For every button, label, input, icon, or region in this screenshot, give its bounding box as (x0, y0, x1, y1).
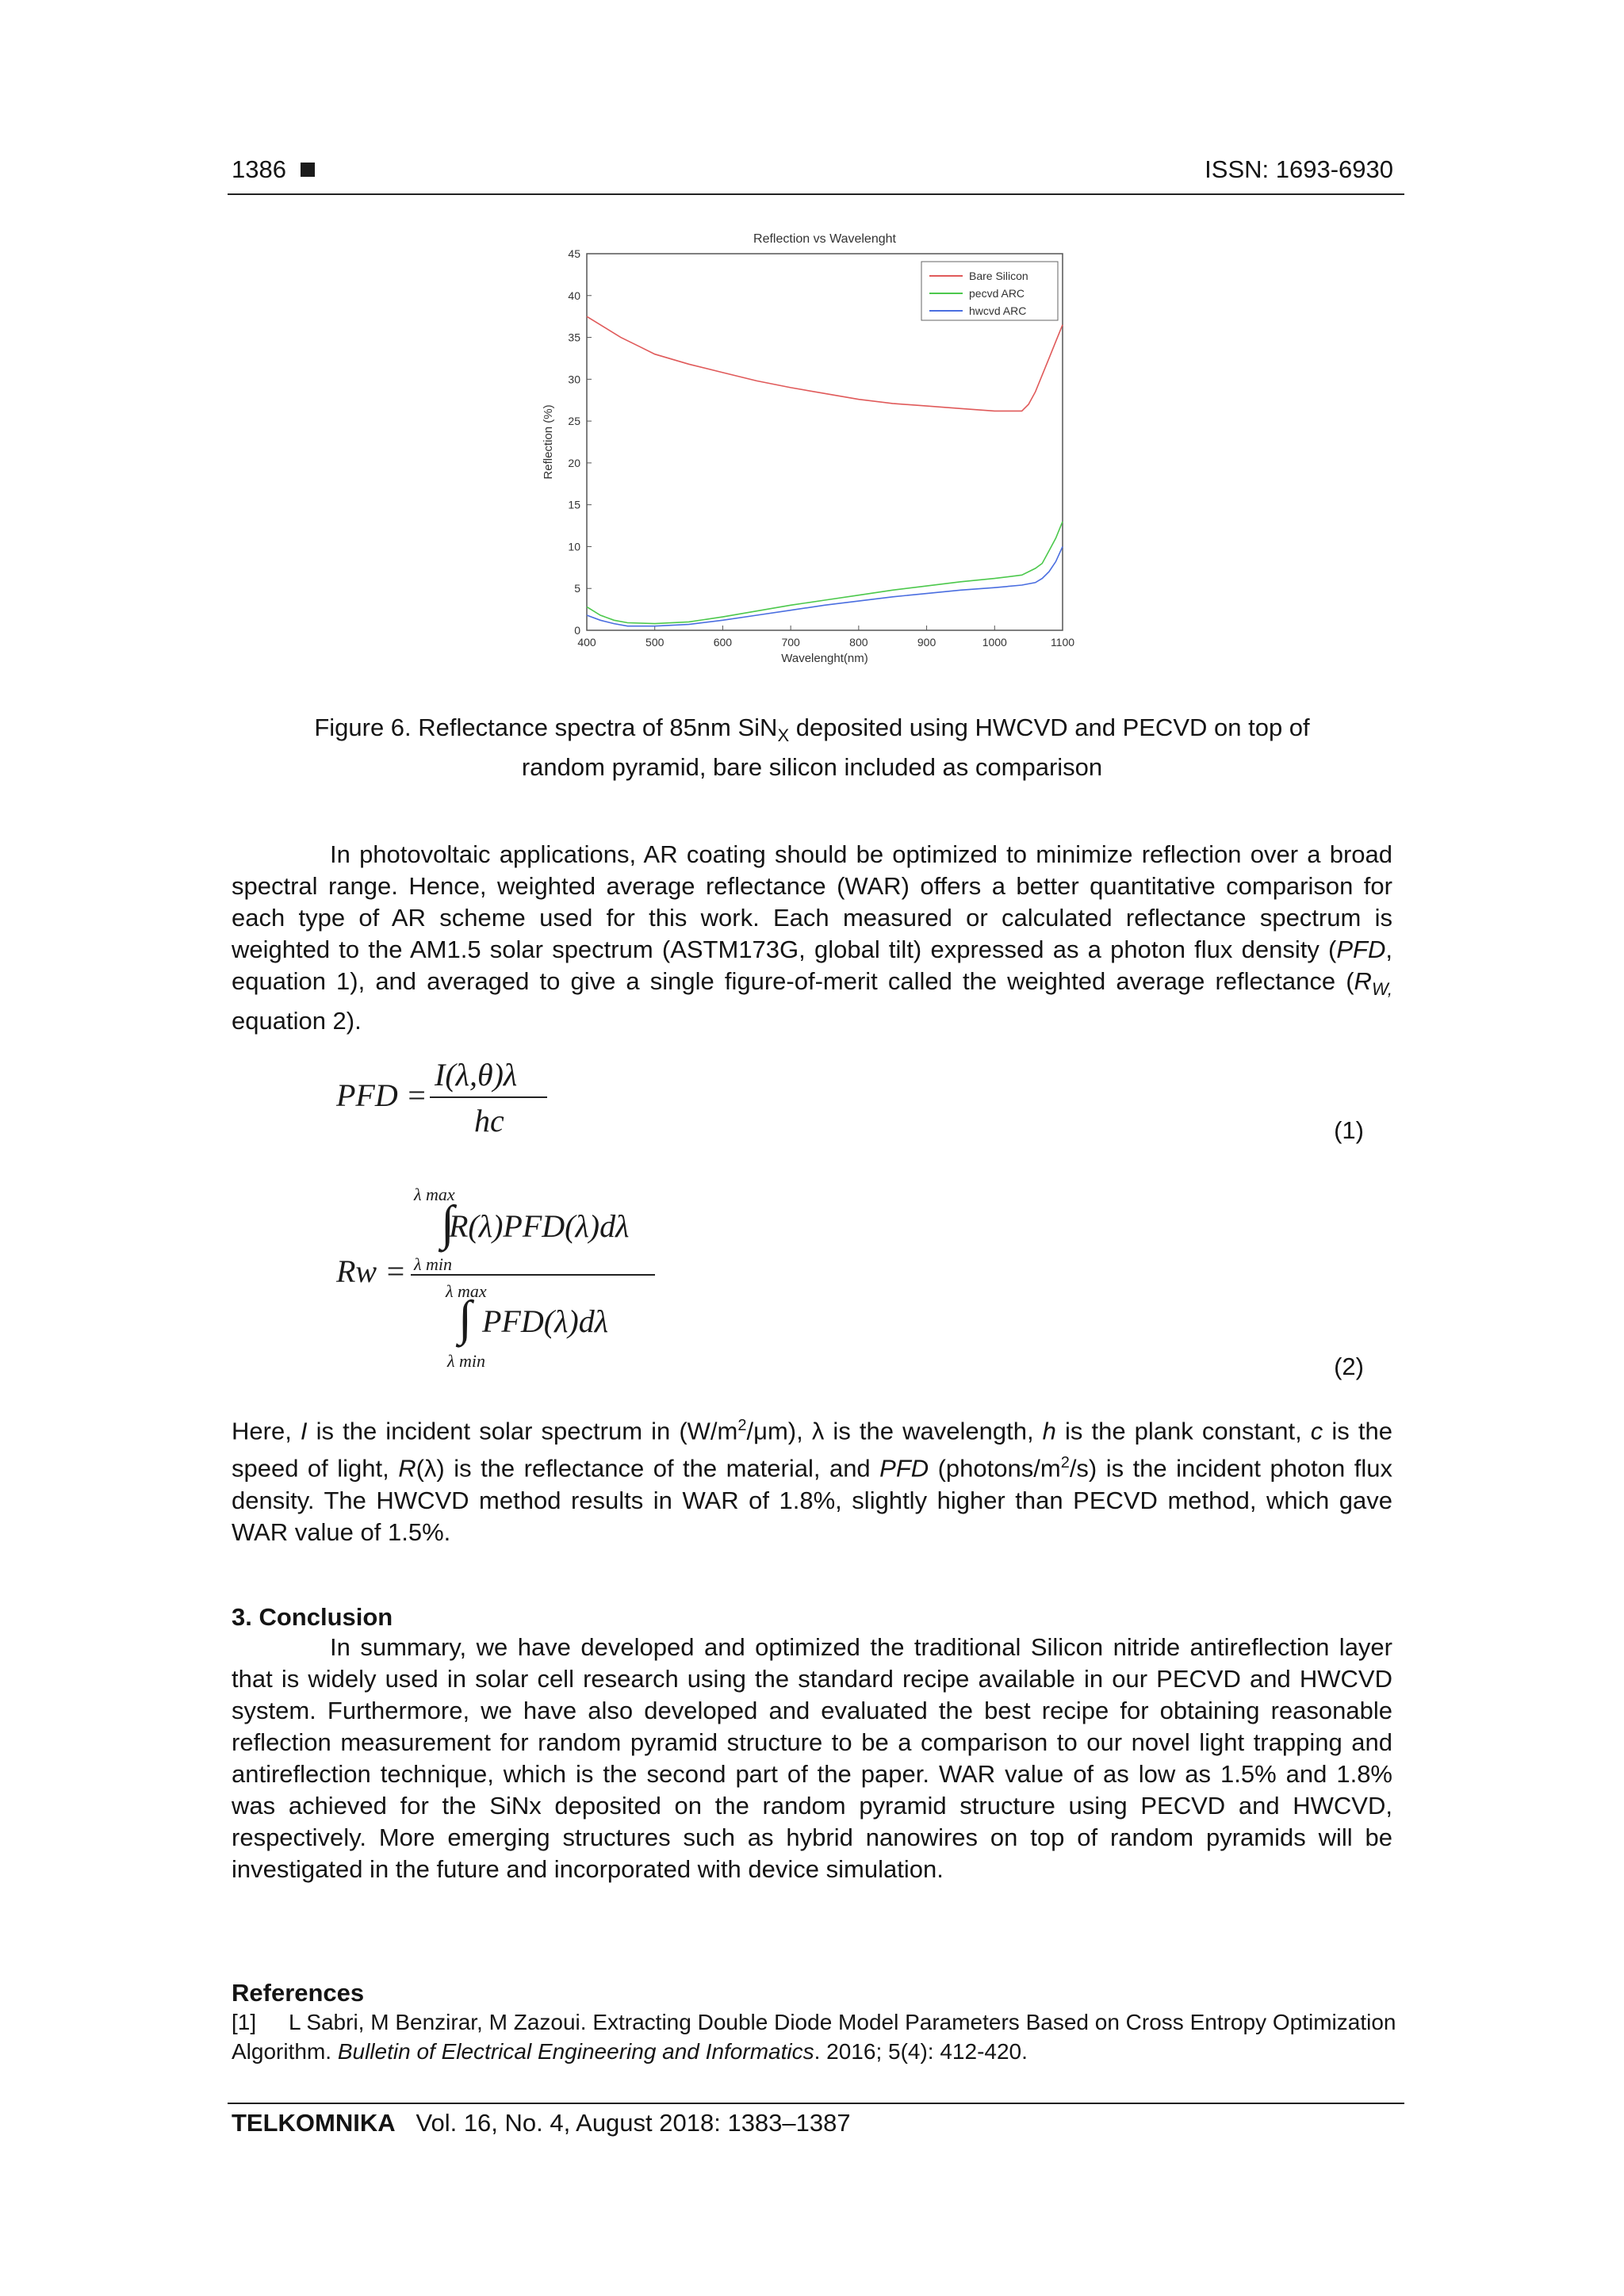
header-rule (228, 193, 1404, 195)
eq1-number: (1) (1334, 1116, 1364, 1144)
x-tick-label: 500 (645, 636, 665, 649)
y-tick-label: 15 (568, 498, 580, 511)
eq2-lower-limit-1: λ min (414, 1254, 453, 1274)
integral-icon: ∫ (441, 1196, 454, 1250)
page-number: 1386 (232, 155, 315, 184)
definitions-paragraph: Here, I is the incident solar spectrum in $(W/m^2/\mu m)$, λ is the wavelength, h is the plank constant, c is the speed of light, R(λ) is the reflectance of the material, and PFD $(photons/m^2/s)$ is the incident photon flux density. The HWCVD method results in WAR of 1.8%, slightly higher than PECVD method, which gave WAR value of 1.5%. (232, 1417, 1392, 1546)
x-tick-label: 600 (713, 636, 733, 649)
eq2-number: (2) (1334, 1353, 1364, 1380)
eq2-upper-limit-1: λ max (414, 1184, 455, 1204)
eq1-numerator: I(λ,θ)λ (435, 1057, 518, 1093)
y-tick-label: 5 (574, 582, 580, 595)
x-tick-label: 1000 (982, 636, 1007, 649)
x-tick-label: 1100 (1050, 636, 1075, 649)
y-tick-label: 10 (568, 540, 580, 553)
y-tick-label: 45 (568, 247, 580, 260)
x-tick-label: 700 (781, 636, 800, 649)
x-tick-label: 400 (577, 636, 596, 649)
y-tick-label: 20 (568, 456, 580, 469)
footer: TELKOMNIKA Vol. 16, No. 4, August 2018: 1383–1387 (232, 2109, 851, 2137)
issn: ISSN: 1693-6930 (1205, 155, 1393, 183)
conclusion-heading: 3. Conclusion (232, 1603, 393, 1631)
y-tick-label: 40 (568, 289, 580, 302)
y-tick-label: 35 (568, 331, 580, 344)
eq2-upper-limit-2: λ max (446, 1281, 487, 1301)
footer-rule (228, 2103, 1404, 2104)
eq2-fraction-bar (411, 1274, 655, 1276)
chart-title: Reflection vs Wavelenght (753, 232, 896, 246)
references-heading: References (232, 1979, 365, 2007)
eq1-denominator: hc (474, 1103, 504, 1138)
eq2-numerator: R(λ)PFD(λ)dλ (449, 1208, 630, 1244)
x-tick-label: 900 (917, 636, 936, 649)
legend-label: Bare Silicon (969, 270, 1028, 282)
legend-label: hwcvd ARC (969, 304, 1027, 317)
integral-icon: ∫ (458, 1292, 472, 1345)
legend-label: pecvd ARC (969, 287, 1025, 300)
x-tick-label: 800 (849, 636, 868, 649)
reference-item: [1] L Sabri, M Benzirar, M Zazoui. Extracting Double Diode Model Parameters Based on Cross Entropy Optimization Algorithm. Bulletin of Electrical Engineering and Informatics. 2016; 5(4): 412-420. (232, 2010, 1396, 2064)
reflection-chart (523, 222, 1094, 682)
eq2-denominator: PFD(λ)dλ (482, 1303, 609, 1339)
eq2-lower-limit-2: λ min (447, 1351, 486, 1371)
y-tick-label: 30 (568, 373, 580, 386)
y-tick-label: 25 (568, 415, 580, 428)
conclusion-paragraph: In summary, we have developed and optimized the traditional Silicon nitride antireflection layer that is widely used in solar cell research using the standard recipe available in our PECVD and HWCVD system. Furthermore, we have also developed and evaluated the best recipe for obtaining reasonable reflection measurement for random pyramid structure to be a comparison to our novel light trapping and antireflection technique, which is the second part of the paper. WAR value of as low as 1.5% and 1.8% was achieved for the SiNx deposited on the random pyramid structure using PECVD and HWCVD, respectively. More emerging structures such as hybrid nanowires on top of random pyramids will be investigated in the future and incorporated with device simulation. (232, 1633, 1392, 1883)
y-tick-label: 0 (574, 624, 580, 637)
eq1-fraction-bar (430, 1096, 547, 1098)
x-axis-label: Wavelenght(nm) (781, 652, 868, 665)
eq1-lhs: PFD = (336, 1077, 427, 1113)
y-axis-label: Reflection (%) (542, 404, 555, 480)
square-bullet-icon (301, 163, 315, 177)
figure-caption: Figure 6. Reflectance spectra of 85nm SiN$_X$ deposited using HWCVD and PECVD on top of random pyramid, bare silicon included as comparison (314, 714, 1310, 782)
intro-paragraph: In photovoltaic applications, AR coating should be optimized to minimize reflection over a broad spectral range. Hence, weighted average reflectance (WAR) offers a better quantitative comparison for each type of AR scheme used for this work. Each measured or calculated reflectance spectrum is weighted to the AM1.5 solar spectrum (ASTM173G, global tilt) expressed as a photon flux density (PFD, equation 1), and averaged to give a single figure-of-merit called the weighted average reflectance ($R_{W,}$ equation 2). (232, 840, 1392, 1035)
eq2-lhs: Rw = (336, 1253, 407, 1289)
